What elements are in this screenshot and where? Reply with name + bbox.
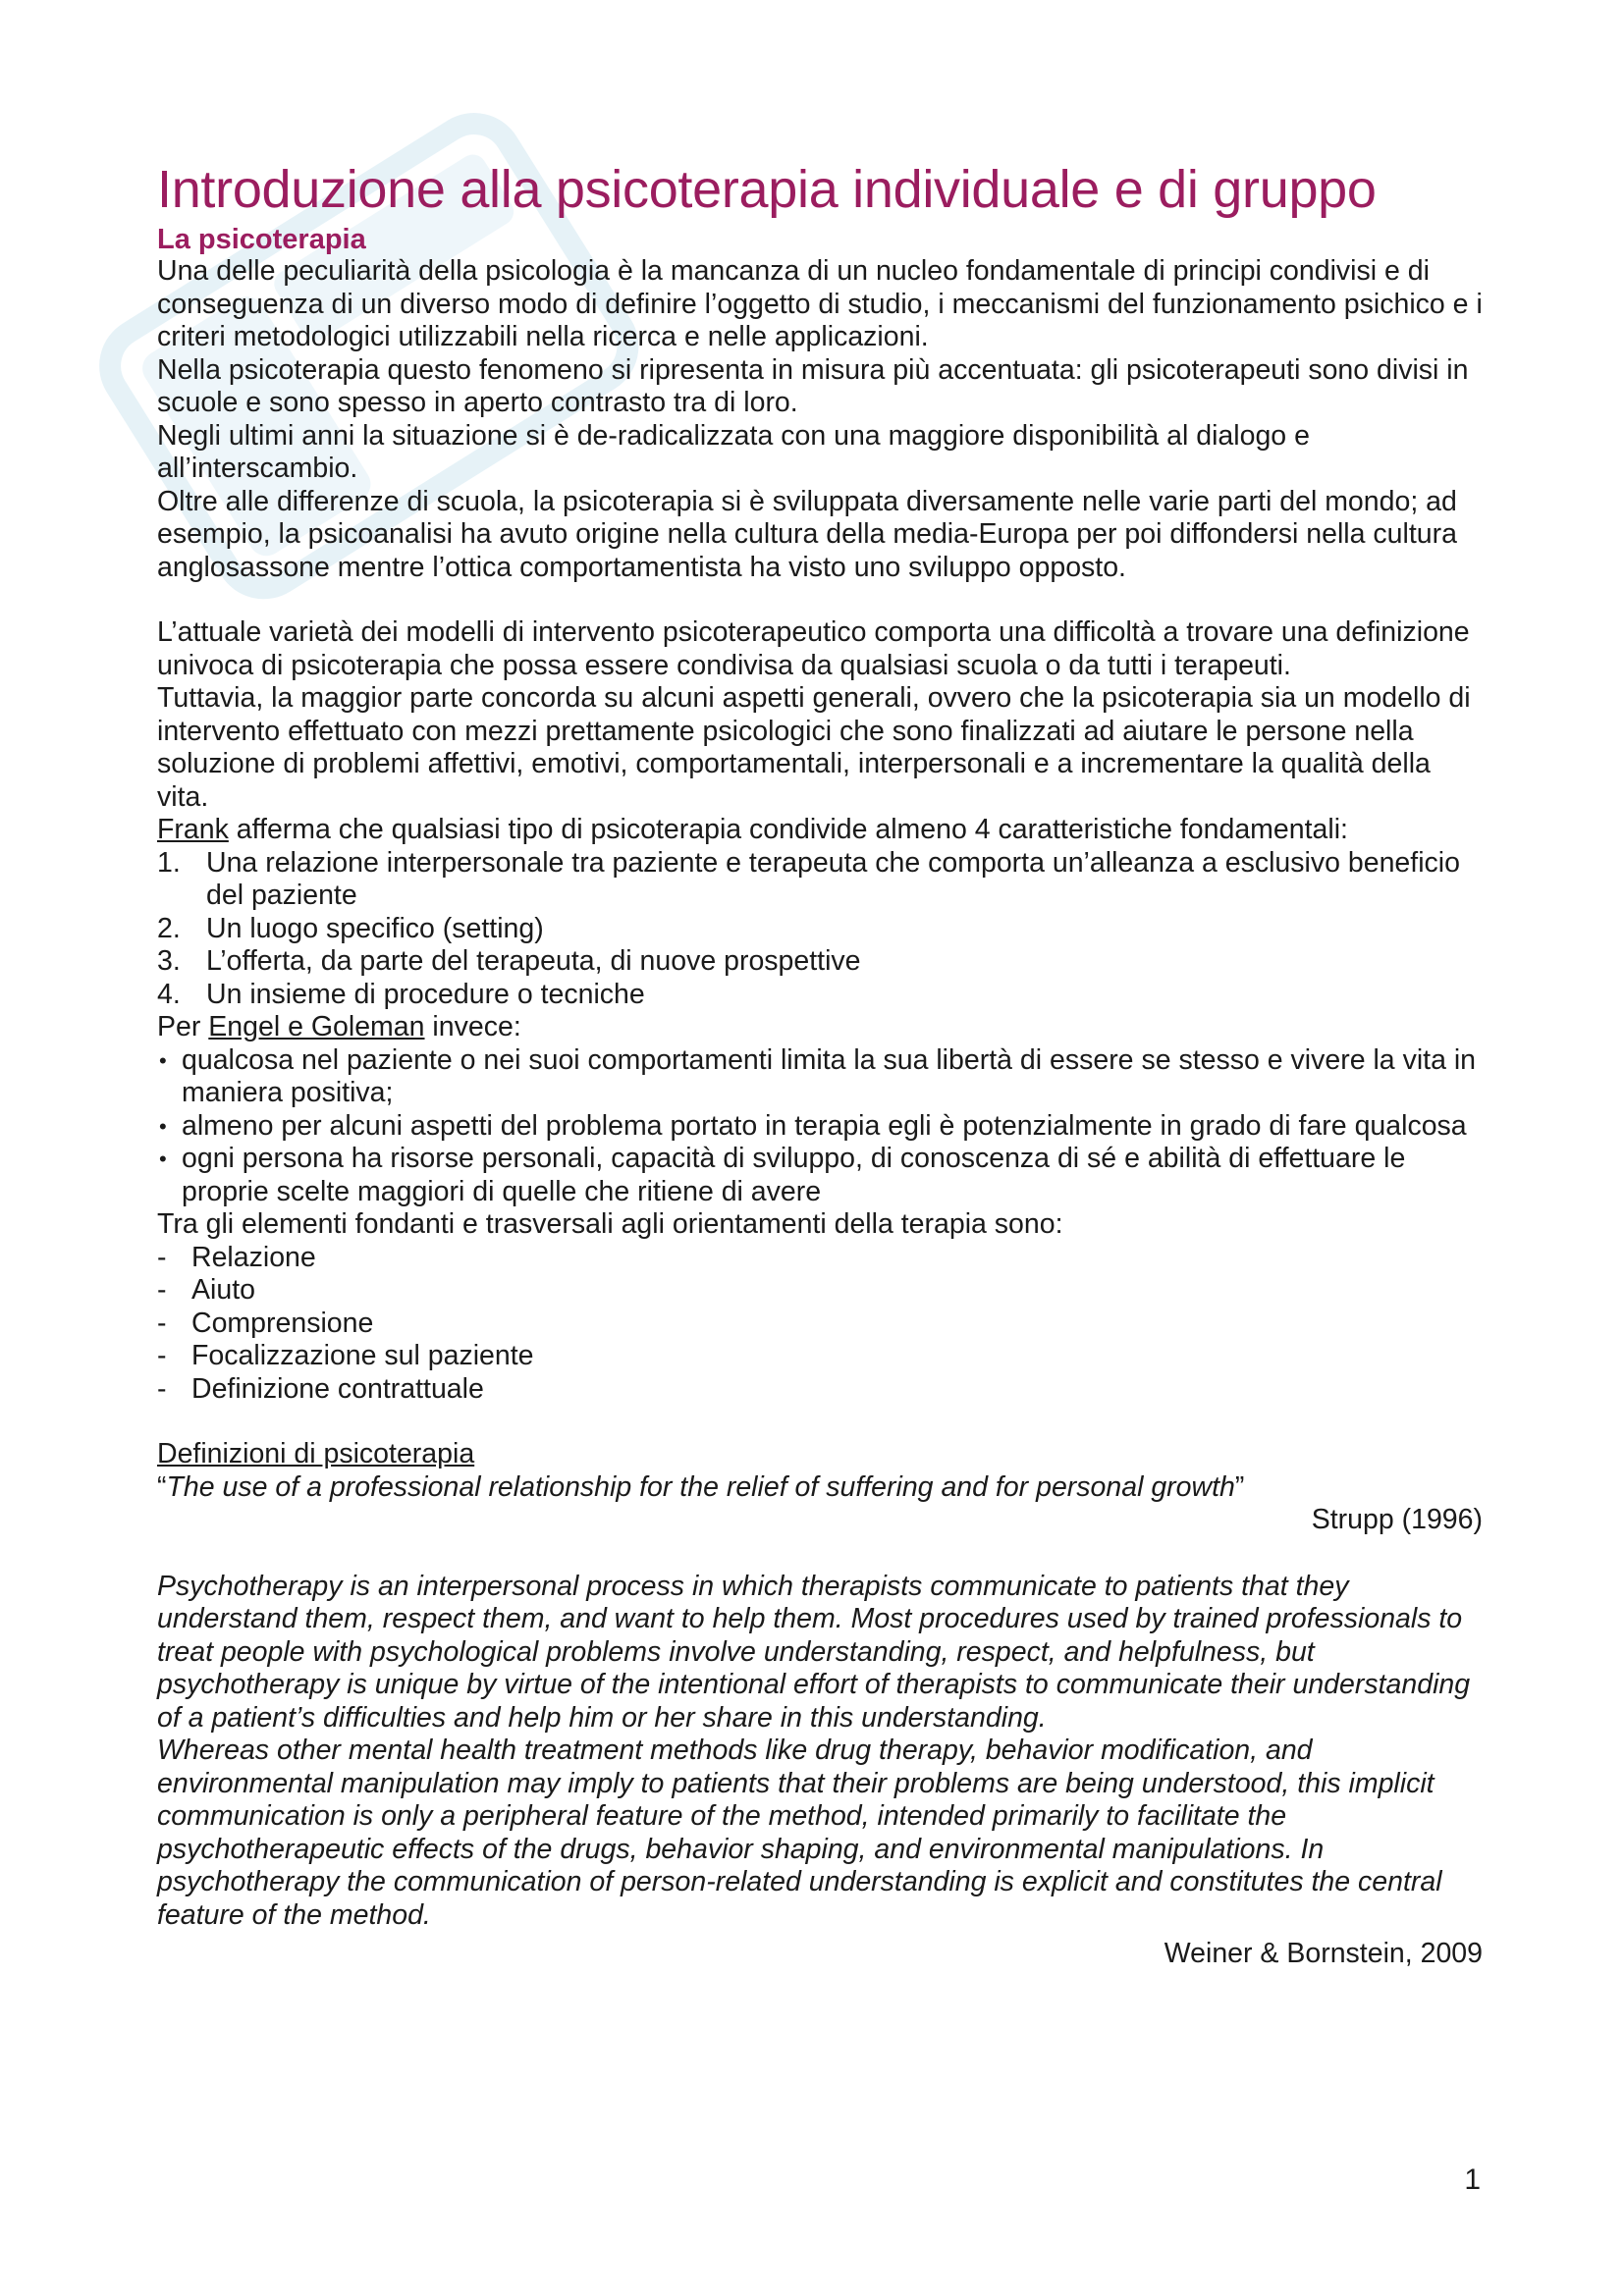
bullet-item: • qualcosa nel paziente o nei suoi comportamenti limita la sua libertà di essere se stesso e vivere la vita in maniera positiva; xyxy=(157,1044,1483,1110)
frank-list xyxy=(157,847,1483,1012)
quote-close-mark: ” xyxy=(1234,1470,1245,1503)
list-item xyxy=(157,979,1483,1012)
list-item xyxy=(157,945,1483,979)
quote-strupp xyxy=(157,1471,1483,1505)
list-item xyxy=(157,913,1483,946)
list-item xyxy=(157,847,1483,913)
list-item-text: Un insieme di procedure o tecniche xyxy=(206,978,645,1010)
engel-goleman-reference: Engel e Goleman xyxy=(208,1011,425,1042)
bullet-item: • almeno per alcuni aspetti del problema portato in terapia egli è potenzialmente in grado di fare qualcosa xyxy=(157,1110,1483,1144)
engel-suffix: invece: xyxy=(424,1011,521,1042)
engel-list xyxy=(157,1044,1483,1209)
dash-item: - Relazione xyxy=(157,1242,1483,1275)
paragraph: Negli ultimi anni la situazione si è de-radicalizzata con una maggiore disponibilità al dialogo e all’interscambio. xyxy=(157,419,1310,484)
dash-item: - Focalizzazione sul paziente xyxy=(157,1340,1483,1373)
frank-intro xyxy=(157,814,1483,847)
paragraph: Una delle peculiarità della psicologia è la mancanza di un nucleo fondamentale di principi condivisi e di conseguenza di un diverso modo di definire l’oggetto di studio, i meccanismi del funzionamento psichico e i criteri metodologici utilizzabili nella ricerca e nelle applicazioni. xyxy=(157,255,1483,352)
quote-source: Strupp (1996) xyxy=(1311,1504,1483,1535)
dash-item: - Comprensione xyxy=(157,1308,1483,1341)
definitions-heading: Definizioni di psicoterapia xyxy=(157,1438,475,1469)
frank-intro-text: afferma che qualsiasi tipo di psicoterapia condivide almeno 4 caratteristiche fondamentali: xyxy=(228,814,1348,845)
section-heading: La psicoterapia xyxy=(157,224,366,255)
document-page xyxy=(157,155,1483,1971)
quote-strupp-text: The use of a professional relationship for the relief of suffering and for personal growth xyxy=(166,1470,1235,1503)
list-item-text: Una relazione interpersonale tra paziente e terapeuta che comporta un’alleanza a esclusivo beneficio del paziente xyxy=(206,846,1460,911)
elements-list xyxy=(157,1242,1483,1407)
list-number: 1. xyxy=(157,846,181,879)
quote-weiner-paragraph: Whereas other mental health treatment methods like drug therapy, behavior modification, and environmental manipulation may imply to patients that their problems are being understood, this implicit communication is only a peripheral feature of the method, intended primarily to facilitate the psychotherapeutic effects of the drugs, behavior shaping, and environmental manipulations. In psychotherapy the communication of person-related understanding is explicit and constitutes the central feature of the method. xyxy=(157,1735,1442,1931)
paragraph: Oltre alle differenze di scuola, la psicoterapia si è sviluppata diversamente nelle varie parti del mondo; ad esempio, la psicoanalisi ha avuto origine nella cultura della media-Europa per poi diffondersi nella cultura anglosassone mentre l’ottica comportamentista ha visto uno sviluppo opposto. xyxy=(157,485,1457,583)
paragraph: Tuttavia, la maggior parte concorda su alcuni aspetti generali, ovvero che la psicoterapia sia un modello di intervento effettuato con mezzi prettamente psicologici che sono finalizzati ad aiutare le persone nella soluzione di problemi affettivi, emotivi, comportamentali, interpersonali e a incrementare la qualità della vita. xyxy=(157,682,1471,813)
dash-item: - Definizione contrattuale xyxy=(157,1373,1483,1407)
bullet-item: • ogni persona ha risorse personali, capacità di sviluppo, di conoscenza di sé e abilità di effettuare le proprie scelte maggiori di quelle che ritiene di avere xyxy=(157,1143,1483,1208)
list-item-text: L’offerta, da parte del terapeuta, di nuove prospettive xyxy=(206,945,861,977)
paragraph: L’attuale varietà dei modelli di intervento psicoterapeutico comporta una difficoltà a trovare una definizione univoca di psicoterapia che possa essere condivisa da qualsiasi scuola o da tutti i terapeuti. xyxy=(157,616,1470,681)
list-number: 4. xyxy=(157,978,181,1010)
frank-reference: Frank xyxy=(157,814,229,845)
dash-item: - Aiuto xyxy=(157,1274,1483,1308)
page-number: 1 xyxy=(1464,2163,1481,2196)
quote-weiner-paragraph: Psychotherapy is an interpersonal process in which therapists communicate to patients that they understand them, respect them, and want to help them. Most procedures used by trained professionals to treat people with psychological problems involve understanding, respect, and helpfulness, but psychotherapy is unique by virtue of the intentional effort of therapists to communicate their understanding of a patient’s difficulties and help him or her share in this understanding. xyxy=(157,1570,1471,1734)
list-item-text: Un luogo specifico (setting) xyxy=(206,912,544,944)
document-title: Introduzione alla psicoterapia individuale e di gruppo xyxy=(157,160,1377,219)
engel-intro xyxy=(157,1011,1483,1044)
list-number: 2. xyxy=(157,912,181,944)
paragraph: Nella psicoterapia questo fenomeno si ripresenta in misura più accentuata: gli psicoterapeuti sono divisi in scuole e sono spesso in aperto contrasto tra di loro. xyxy=(157,353,1469,418)
quote-open-mark: “ xyxy=(157,1470,167,1503)
quote-source: Weiner & Bornstein, 2009 xyxy=(1164,1938,1483,1969)
elements-intro: Tra gli elementi fondanti e trasversali agli orientamenti della terapia sono: xyxy=(157,1208,1063,1240)
list-number: 3. xyxy=(157,945,181,977)
engel-prefix: Per xyxy=(157,1011,209,1042)
